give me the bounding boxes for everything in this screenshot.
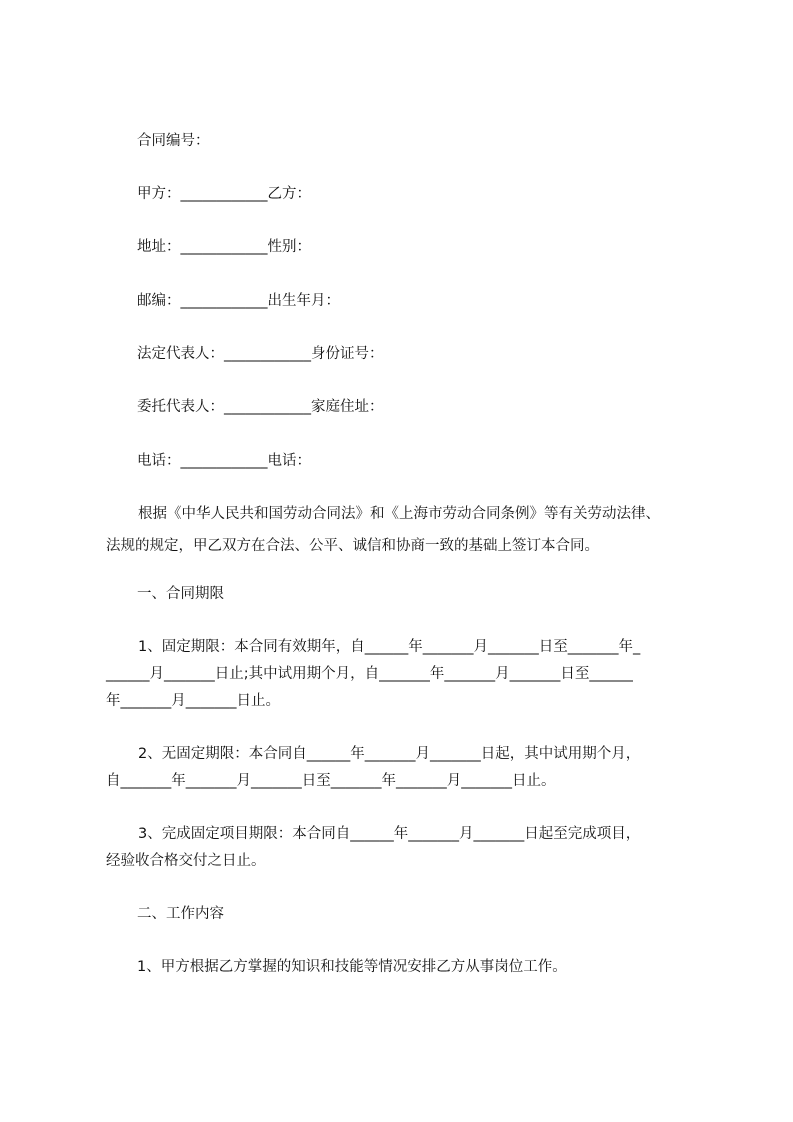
legal-rep-id-line: 法定代表人：____________身份证号： xyxy=(137,346,384,362)
preamble-line-1: 根据《中华人民共和国劳动合同法》和《上海市劳动合同条例》等有关劳动法律、 xyxy=(138,506,660,522)
agent-address-line: 委托代表人：____________家庭住址： xyxy=(137,399,384,415)
address-gender-line: 地址：____________性别： xyxy=(137,239,311,255)
party-a-b-line: 甲方：____________乙方： xyxy=(137,186,311,202)
section-1-title: 一、合同期限 xyxy=(137,586,224,602)
clause-1-1-line-2: ______月_______日止;其中试用期个月，自_______年_______月_______日至______ xyxy=(106,666,633,682)
clause-1-2-line-1: 2、无固定期限：本合同自______年_______月_______日起，其中试用期个月， xyxy=(138,746,641,762)
clause-1-1-line-1: 1、固定期限：本合同有效期年，自______年_______月_______日至_______年_ xyxy=(138,639,641,655)
clause-1-3-line-1: 3、完成固定项目期限：本合同自______年_______月_______日起至完成项目， xyxy=(138,826,641,842)
clause-1-3-line-2: 经验收合格交付之日止。 xyxy=(106,853,266,869)
contract-number-label: 合同编号： xyxy=(137,133,210,149)
preamble-line-2: 法规的规定，甲乙双方在合法、公平、诚信和协商一致的基础上签订本合同。 xyxy=(106,538,599,554)
clause-2-1: 1、甲方根据乙方掌握的知识和技能等情况安排乙方从事岗位工作。 xyxy=(137,959,567,975)
postcode-birth-line: 邮编：____________出生年月： xyxy=(137,293,340,309)
phone-line: 电话：____________电话： xyxy=(137,453,311,469)
clause-1-1-line-3: 年_______月_______日止。 xyxy=(106,693,280,709)
section-2-title: 二、工作内容 xyxy=(137,906,224,922)
clause-1-2-line-2: 自_______年_______月_______日至_______年_______月_______日止。 xyxy=(106,773,556,789)
